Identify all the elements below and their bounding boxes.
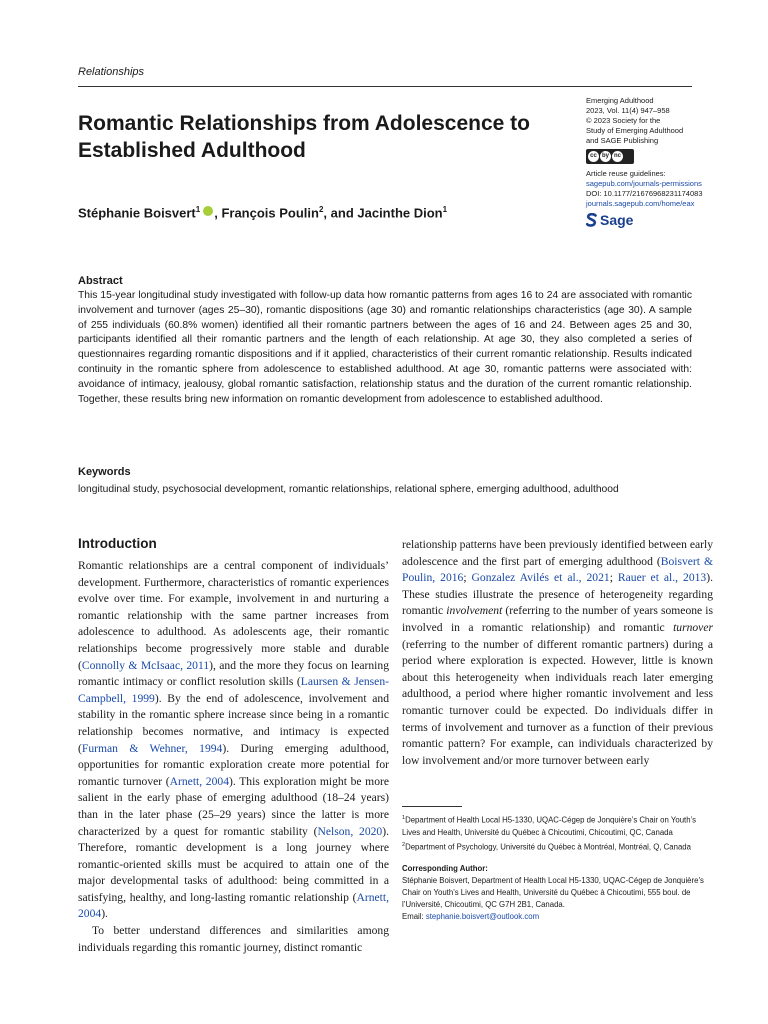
author-list: Stéphanie Boisvert$^1$ , François Poulin$^2$, and Jacinthe Dion$^1$ — [78, 205, 448, 221]
email-link[interactable]: stephanie.boisvert@outlook.com — [425, 912, 540, 922]
nc-icon: nc — [612, 151, 623, 162]
citation-link[interactable]: Arnett, 2004 — [169, 774, 229, 788]
corresponding-author-heading: Corresponding Author: — [402, 864, 488, 874]
doi: DOI: 10.1177/21676968231174083 — [586, 189, 703, 198]
by-icon: by — [600, 151, 611, 162]
copyright-line: and SAGE Publishing — [586, 136, 659, 145]
right-column — [402, 537, 713, 769]
footnote-divider — [402, 806, 462, 807]
author-name: Stéphanie Boisvert — [78, 205, 196, 221]
keywords-heading: Keywords — [78, 466, 131, 478]
citation-link[interactable]: Arnett, 2004 — [78, 890, 389, 921]
email-line: Email: stephanie.boisvert@outlook.com — [402, 912, 540, 922]
affiliation-note: $^1$Department of Health Local H5-1330, UQAC-Cégep de Jonquière’s Chair on Youth’s Lives and Health, Université du Québec à Chicoutimi, Chicoutimi, QC, Canada — [402, 815, 697, 837]
copyright-line: © 2023 Society for the — [586, 116, 661, 125]
citation-link[interactable]: Laursen & Jensen-Campbell, 1999 — [78, 675, 389, 705]
citation-link[interactable]: Gonzalez Avilés et al., 2021 — [471, 571, 610, 585]
footnotes — [402, 812, 712, 923]
author-affiliation-sup: 1 — [195, 205, 201, 214]
author-name: Jacinthe Dion — [357, 205, 443, 221]
left-column — [78, 536, 389, 956]
running-head: Relationships — [78, 66, 145, 78]
sage-logo-text: Sage — [600, 212, 634, 228]
citation-link[interactable]: Rauer et al., 2013 — [617, 571, 707, 585]
intro-paragraph: Romantic relationships are a central component of individuals’ development. Furthermore, characteristics of romantic experiences evolve over time. For example, involvement in and nurturing a romantic relationship with the same partner increases from adolescence to adulthood. As adolescents age, their romantic relationships become progressively more stable and durable (Connolly & McIsaac, 2011), and the more they focus on learning romantic intimacy or conflict resolution skills (Laursen & Jensen-Campbell, 1999). By the end of adolescence, involvement and stability in the romantic sphere increase since being in a romantic relationship becomes normative, and intimacy is expected (Furman & Wehner, 1994). During emerging adulthood, opportunities for romantic exploration create more potential for romantic turnover (Arnett, 2004). This exploration might be more salient in the early phase of emerging adulthood (18–24 years) than in the later phase (25–29 years) since the latter is more characterized by a quest for romantic stability (Nelson, 2020). Therefore, romantic development is a long journey where romantic-oriented skills must be acquired to attain one of the major developmental tasks of adulthood: being committed in a satisfying, healthy, and long-lasting romantic relationship (Arnett, 2004). — [78, 559, 390, 921]
copyright-line: Study of Emerging Adulthood — [586, 126, 684, 135]
journal-link[interactable]: journals.sagepub.com/home/eax — [586, 199, 695, 208]
article-title: Romantic Relationships from Adolescence to Established Adulthood — [78, 112, 530, 162]
intro-paragraph: To better understand differences and similarities among individuals regarding this romantic journey, distinct romantic — [78, 924, 389, 954]
keywords-text: longitudinal study, psychosocial development, romantic relationships, relational sphere, emerging adulthood, adulthood — [78, 484, 619, 495]
reuse-link[interactable]: sagepub.com/journals-permissions — [586, 179, 702, 188]
journal-info — [586, 96, 726, 227]
journal-volume: 2023, Vol. 11(4) 947–958 — [586, 106, 670, 115]
citation-link[interactable]: Connolly & McIsaac, 2011 — [81, 658, 210, 672]
header-divider — [78, 86, 692, 87]
abstract-text: This 15-year longitudinal study investigated with follow-up data how romantic patterns from ages 16 to 24 are associated with romantic involvement and turnover (ages 25–30), romantic dispositions (age 30) and romantic relationships characteristics (age 30). A sample of 255 individuals (60.8% women) identified all their romantic partners between the ages of 16 and 24. Between ages 25 and 30, participants identified all their romantic partners and the length of each relationship. At age 30, they also completed a series of questionnaires regarding romantic dispositions and if it applied, characteristics of their current romantic relationship. Results indicated continuity in the romantic sphere from adolescence to established adulthood. At age 30, romantic patterns were associated with: avoidance of intimacy, jealousy, global romantic satisfaction, relationship status and the duration of the current romantic relationship. Together, these results bring new information on romantic development from adolescence to established adulthood. — [78, 290, 692, 405]
cc-license-badge[interactable] — [586, 149, 634, 164]
sage-logo-icon — [586, 213, 597, 227]
orcid-icon[interactable] — [203, 206, 213, 216]
citation-link[interactable]: Furman & Wehner, 1994 — [81, 741, 223, 755]
author-name: François Poulin — [221, 205, 319, 221]
affiliation-note: $^2$Department of Psychology, Université du Québec à Montréal, Montréal, Q, Canada — [402, 841, 691, 852]
intro-paragraph: relationship patterns have been previously identified between early adolescence and the first part of emerging adulthood (Boisvert & Poulin, 2016; Gonzalez Avilés et al., 2021; Rauer et al., 2013). These studies illustrate the presence of heterogeneity regarding romantic involvement (referring to the number of years someone is involved in a romantic relationship) and romantic turnover (referring to the number of different romantic partners) during a period where exploration is expected. However, little is known about this heterogeneity when individuals reach later emerging adulthood, a period where higher romantic involvement and less romantic turnover could be expected. Do individuals differ in terms of involvement and turnover as a function of their previous romantic pattern? For example, can individuals characterized by low involvement and/or more turnover between early — [402, 538, 714, 767]
cc-icon: cc — [588, 151, 599, 162]
author-affiliation-sup: 1 — [442, 205, 448, 214]
citation-link[interactable]: Boisvert & Poulin, 2016 — [402, 554, 713, 585]
sage-logo — [586, 213, 726, 227]
reuse-label: Article reuse guidelines: — [586, 169, 666, 178]
journal-name: Emerging Adulthood — [586, 96, 654, 105]
introduction-heading: Introduction — [78, 536, 157, 551]
abstract-heading: Abstract — [78, 275, 123, 287]
author-affiliation-sup: 2 — [318, 205, 324, 214]
citation-link[interactable]: Nelson, 2020 — [317, 824, 383, 838]
corresponding-author-text: Stéphanie Boisvert, Department of Health Local H5-1330, UQAC-Cégep de Jonquière’s Chair on Youth’s Lives and Health, Université du Québec à Chicoutimi, 555 boul. de l’Université, Chicoutimi, QC G7H 2B1, Canada. — [402, 876, 704, 910]
